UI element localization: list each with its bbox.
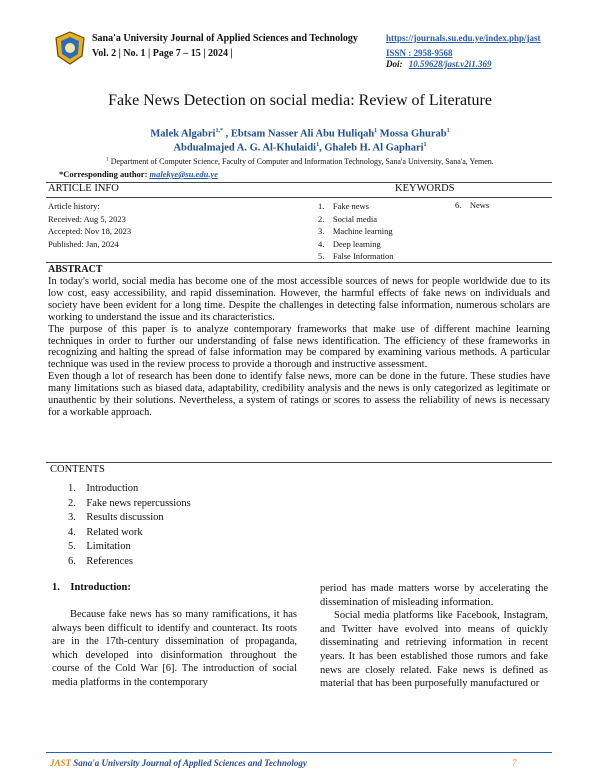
divider <box>46 462 552 463</box>
footer-divider <box>46 752 552 753</box>
article-info-heading: ARTICLE INFO <box>48 183 119 194</box>
keywords-list <box>318 200 394 263</box>
contents-item: 3. Results discussion <box>68 512 164 524</box>
corresponding-email-link[interactable]: malekye@su.edu.ye <box>149 169 218 179</box>
page-number: 7 <box>512 758 517 768</box>
doi-link[interactable]: 10.59628/jast.v2i1.369 <box>408 59 492 69</box>
keyword-item: 2. Social media <box>318 213 378 224</box>
corresponding-author: *Corresponding author: malekye@su.edu.ye <box>59 169 218 179</box>
authors-line-2: Abdualmajed A. G. Al-Khulaidi$^1$, Ghaleb H. Al Gaphari$^1$ <box>173 142 427 154</box>
contents-item: 1. Introduction <box>68 483 139 494</box>
keyword-item: 5. False Information <box>318 251 394 261</box>
article-history: Article history: Received: Aug 5, 2023 Accepted: Nov 18, 2023 Published: Jan, 2024 <box>48 201 132 249</box>
issn: ISSN : 2958-9568 <box>386 48 453 58</box>
abstract-heading: ABSTRACT <box>48 264 103 275</box>
contents-heading: CONTENTS <box>50 464 105 475</box>
section-heading: 1. Introduction: <box>52 582 131 593</box>
affiliation: $^1$ Department of Computer Science, Faculty of Computer and Information Technology, Sana'a University, Sana'a, Yemen. <box>106 157 494 166</box>
contents-item: 5. Limitation <box>68 541 131 553</box>
footer-journal: JAST Sana'a University Journal of Applied Sciences and Technology <box>50 758 307 768</box>
keyword-item: 4. Deep learning <box>318 238 381 249</box>
keyword-item: 6. News <box>455 200 490 210</box>
column-right-text: period has made matters worse by accelerating the dissemination of misleading information. Social media platforms like Facebook, Instagram, and Twitter have evolved into means of quickly disseminating and retrieving information in recent years. It has been established those rumors and fake news are closely related. Fake news is defined as material that has been purposefully manufactured or <box>320 583 548 690</box>
divider <box>46 197 552 198</box>
journal-url-link[interactable]: https://journals.su.edu.ye/index.php/jast <box>386 33 541 43</box>
journal-logo <box>52 30 88 66</box>
abstract-body: In today's world, social media has become one of the most accessible sources of news for people worldwide due to its low cost, easy accessibility, and rapid dissemination. However, the harmful effects of fake news on individuals and society have been evident for a long time. Despite the challenges in detecting false information, numerous scholars are working to understand the issue and its characteristics. The purpose of this paper is to analyze contemporary frameworks that make use of different machine learning techniques in order to further our understanding of false news identification. The efficiency of these frameworks in recognizing and halting the spread of false information may be compared by examining various methods. A particular technique was used in the review process to provide a thorough and instructive assessment. Even though a lot of research has been done to identify false news, more can be done in the future. These studies have many limitations such as biased data, adaptability, credibility analysis and the news is only categorized as legitimate or unauthentic by their solutions. Nevertheless, a system of ratings or scores to assess the reliability of news is necessary for a workable approach. <box>48 276 550 418</box>
contents-item: 2. Fake news repercussions <box>68 497 191 509</box>
divider <box>46 182 552 183</box>
volume-info: Vol. 2 | No. 1 | Page 7 – 15 | 2024 | <box>92 48 233 59</box>
divider <box>46 262 552 263</box>
authors-line-1: Malek Algabri$^{1,*}$ , Ebtsam Nasser Ali Abu Huliqah$^1$ Mossa Ghurab$^1$ <box>150 128 450 140</box>
keyword-item: 1. Fake news <box>318 201 369 211</box>
keyword-item: 3. Machine learning <box>318 226 393 236</box>
column-left-text: Because fake news has so many ramifications, it has always been difficult to identify and counteract. Its roots are in the 17th-century dissemination of propaganda, which developed into disinformation throughout the course of the Cold War [6]. The introduction of social media platforms in the contemporary <box>52 609 297 688</box>
doi-label: Doi: <box>386 59 403 69</box>
keywords-heading: KEYWORDS <box>395 183 455 194</box>
contents-item: 6. References <box>68 555 134 567</box>
contents-list <box>68 482 191 570</box>
contents-item: 4. Related work <box>68 526 143 538</box>
journal-name: Sana'a University Journal of Applied Sciences and Technology <box>92 33 358 44</box>
paper-title: Fake News Detection on social media: Review of Literature <box>108 92 492 109</box>
